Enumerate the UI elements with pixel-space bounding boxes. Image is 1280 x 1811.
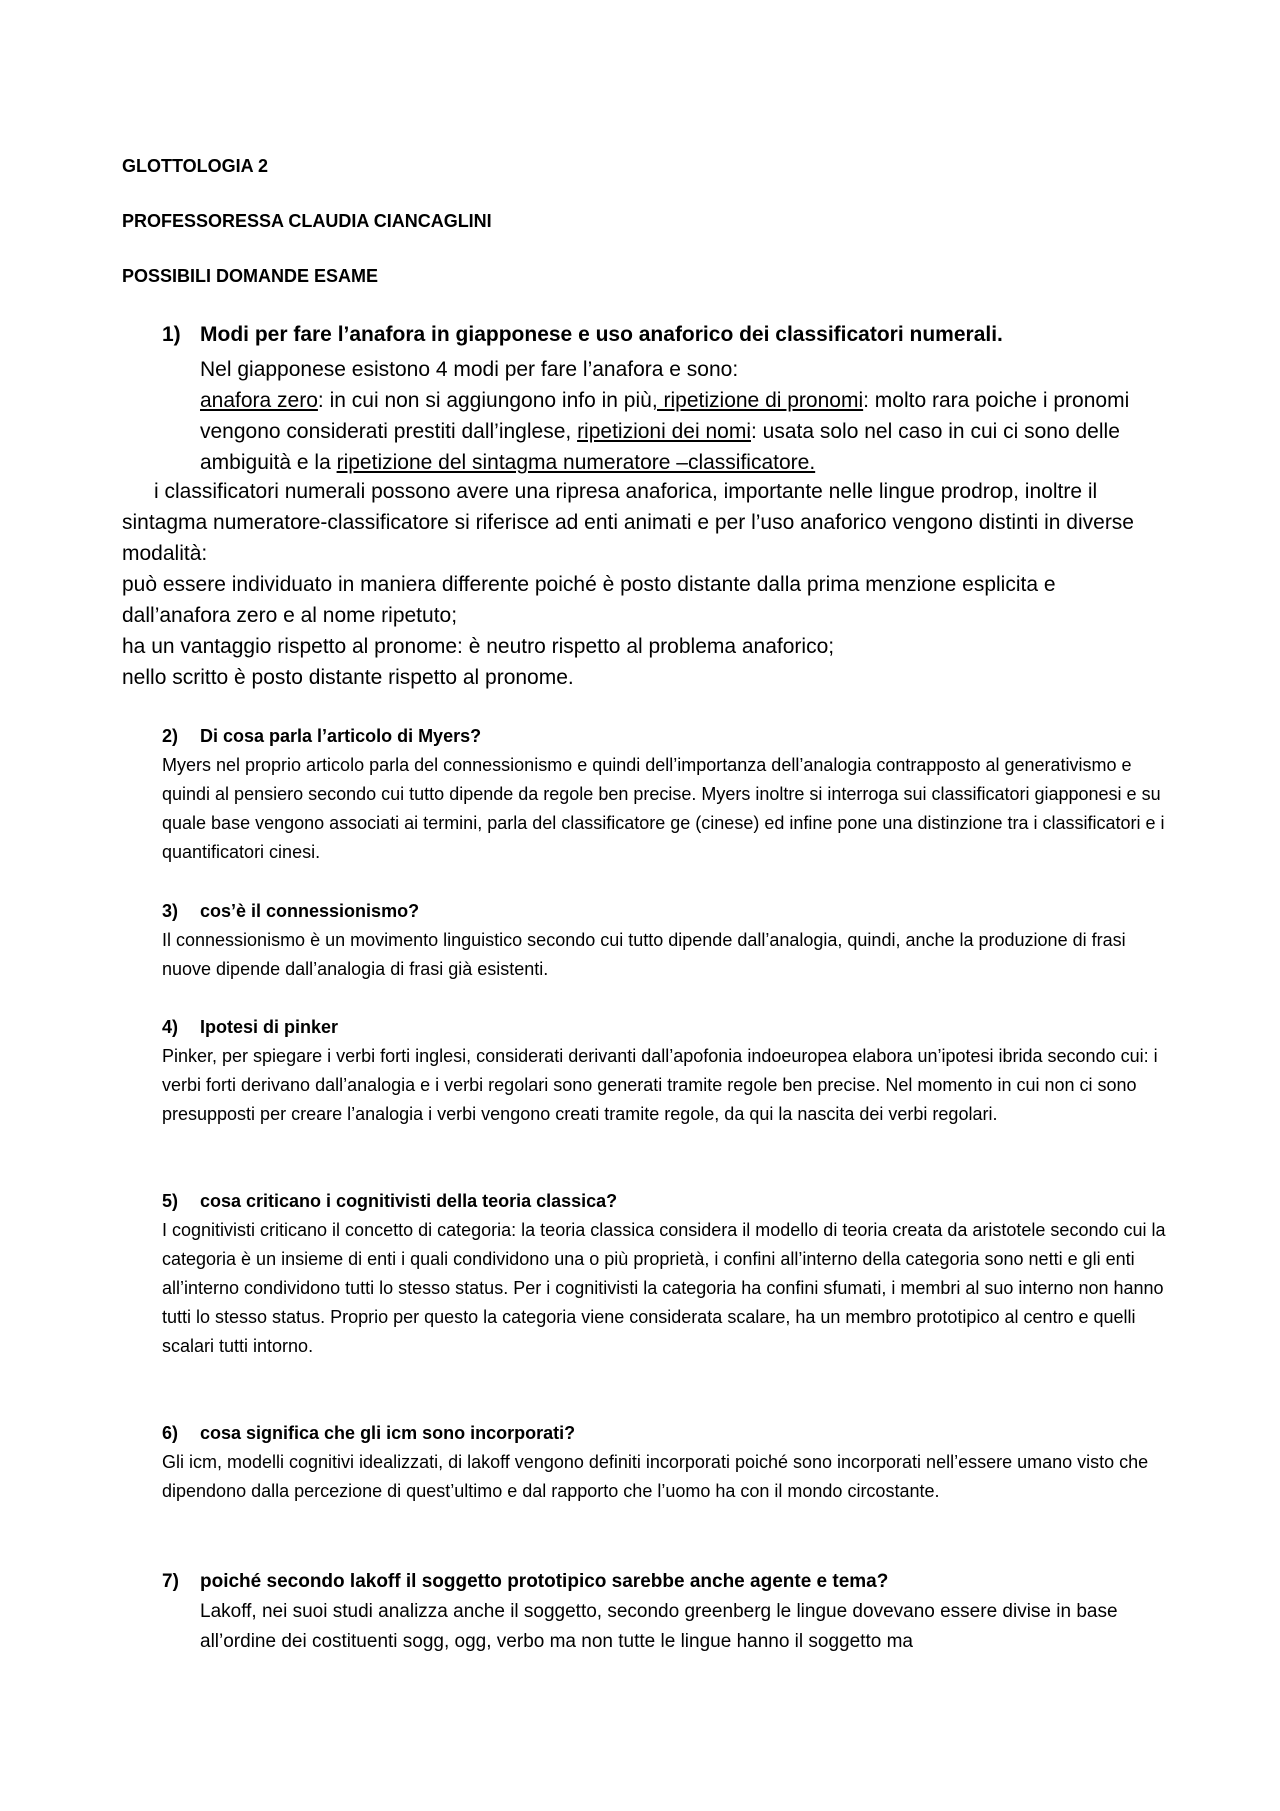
- q1-extra-paragraph: nello scritto è posto distante rispetto al pronome.: [122, 666, 574, 689]
- question-6: [162, 1419, 1172, 1506]
- question-title-text: cos’è il connessionismo?: [200, 901, 420, 921]
- question-title-text: poiché secondo lakoff il soggetto prototipico sarebbe anche agente e tema?: [200, 1571, 889, 1592]
- question-number: 1): [162, 323, 181, 346]
- question-title: [162, 1013, 1172, 1042]
- question-1-extra: [122, 476, 1142, 693]
- question-5: [162, 1187, 1172, 1361]
- question-number: 2): [162, 726, 179, 746]
- question-title: [162, 1567, 1172, 1597]
- q1-line1: Nel giapponese esistono 4 modi per fare l’anafora e sono:: [200, 358, 739, 381]
- term-ripetizione-pronomi: , ripetizione di pronomi: [651, 389, 864, 412]
- question-number: 7): [162, 1571, 179, 1592]
- question-title: [162, 897, 1172, 926]
- question-title: [162, 1419, 1172, 1448]
- question-number: 5): [162, 1191, 179, 1211]
- q1-text: : usata solo nel caso in cui ci sono delle ambiguità e la: [200, 420, 1120, 474]
- question-7: [162, 1567, 1172, 1657]
- question-2: [162, 722, 1172, 867]
- q1-extra-paragraph: può essere individuato in maniera differente poiché è posto distante dalla prima menzione esplicita e dall’anafora zero e al nome ripetuto;: [122, 573, 1056, 627]
- question-title-text: cosa significa che gli icm sono incorporati?: [200, 1423, 576, 1443]
- question-title-text: cosa criticano i cognitivisti della teoria classica?: [200, 1191, 618, 1211]
- question-title: [162, 722, 1172, 751]
- q1-text: : in cui non si aggiungono info in più: [317, 389, 652, 412]
- question-body: Pinker, per spiegare i verbi forti inglesi, considerati derivanti dall’apofonia indoeuropea elabora un’ipotesi ibrida secondo cui: i verbi forti derivano dall’analogia e i verbi regolari sono generati tramite regole ben precise. Nel momento in cui non ci sono presupposti per creare l’analogia i verbi vengono creati tramite regole, da qui la nascita dei verbi regolari.: [162, 1046, 1158, 1124]
- question-body: Lakoff, nei suoi studi analizza anche il soggetto, secondo greenberg le lingue dovevano essere divise in base all’ordine dei costituenti sogg, ogg, verbo ma non tutte le lingue hanno il soggetto ma: [200, 1601, 1118, 1652]
- term-ripetizioni-nomi: ripetizioni dei nomi: [577, 420, 751, 443]
- question-title-text: Di cosa parla l’articolo di Myers?: [200, 726, 482, 746]
- q1-extra-paragraph: ha un vantaggio rispetto al pronome: è neutro rispetto al problema anaforico;: [122, 635, 835, 658]
- question-number: 3): [162, 901, 179, 921]
- question-1-title: [162, 323, 1003, 347]
- question-body: I cognitivisti criticano il concetto di categoria: la teoria classica considera il modello di teoria creata da aristotele secondo cui la categoria è un insieme di enti i quali condividono una o più proprietà, i confini all’interno della categoria sono netti e gli enti all’interno condividono tutti lo stesso status. Per i cognitivisti la categoria ha confini sfumati, i membri al suo interno non hanno tutti lo stesso status. Proprio per questo la categoria viene considerata scalare, ha un membro prototipico al centro e quelli scalari tutti intorno.: [162, 1220, 1166, 1356]
- question-body: Gli icm, modelli cognitivi idealizzati, di lakoff vengono definiti incorporati poiché sono incorporati nell’essere umano visto che dipendono dalla percezione di quest’ultimo e dal rapporto che l’uomo ha con il mondo circostante.: [162, 1452, 1149, 1501]
- question-body: Il connessionismo è un movimento linguistico secondo cui tutto dipende dall’analogia, quindi, anche la produzione di frasi nuove dipende dall’analogia di frasi già esistenti.: [162, 930, 1126, 979]
- professor-name: PROFESSORESSA CLAUDIA CIANCAGLINI: [122, 211, 492, 231]
- question-title-text: Modi per fare l’anafora in giapponese e uso anaforico dei classificatori numerali.: [200, 323, 1003, 346]
- question-4: [162, 1013, 1172, 1129]
- q1-text: : molto rara poiche i pronomi vengono considerati prestiti dall’inglese,: [200, 389, 1130, 443]
- document-subtitle: POSSIBILI DOMANDE ESAME: [122, 266, 379, 286]
- question-number: 6): [162, 1423, 179, 1443]
- document-title: GLOTTOLOGIA 2: [122, 156, 269, 176]
- question-title-text: Ipotesi di pinker: [200, 1017, 339, 1037]
- question-1-body: [200, 354, 1170, 478]
- question-3: [162, 897, 1172, 984]
- question-body: Myers nel proprio articolo parla del connessionismo e quindi dell’importanza dell’analogia contrapposto al generativismo e quindi al pensiero secondo cui tutto dipende da regole ben precise. Myers inoltre si interroga sui classificatori giapponesi e su quale base vengono associati ai termini, parla del classificatore ge (cinese) ed infine pone una distinzione tra i classificatori e i quantificatori cinesi.: [162, 755, 1165, 862]
- q1-extra-paragraph: i classificatori numerali possono avere una ripresa anaforica, importante nelle lingue prodrop, inoltre il sintagma numeratore-classificatore si riferisce ad enti animati e per l’uso anaforico vengono distinti in diverse modalità:: [122, 480, 1134, 565]
- question-number: 4): [162, 1017, 179, 1037]
- term-sintagma: ripetizione del sintagma numeratore –classificatore.: [336, 451, 816, 474]
- question-title: [162, 1187, 1172, 1216]
- term-anafora-zero: anafora zero: [200, 389, 318, 412]
